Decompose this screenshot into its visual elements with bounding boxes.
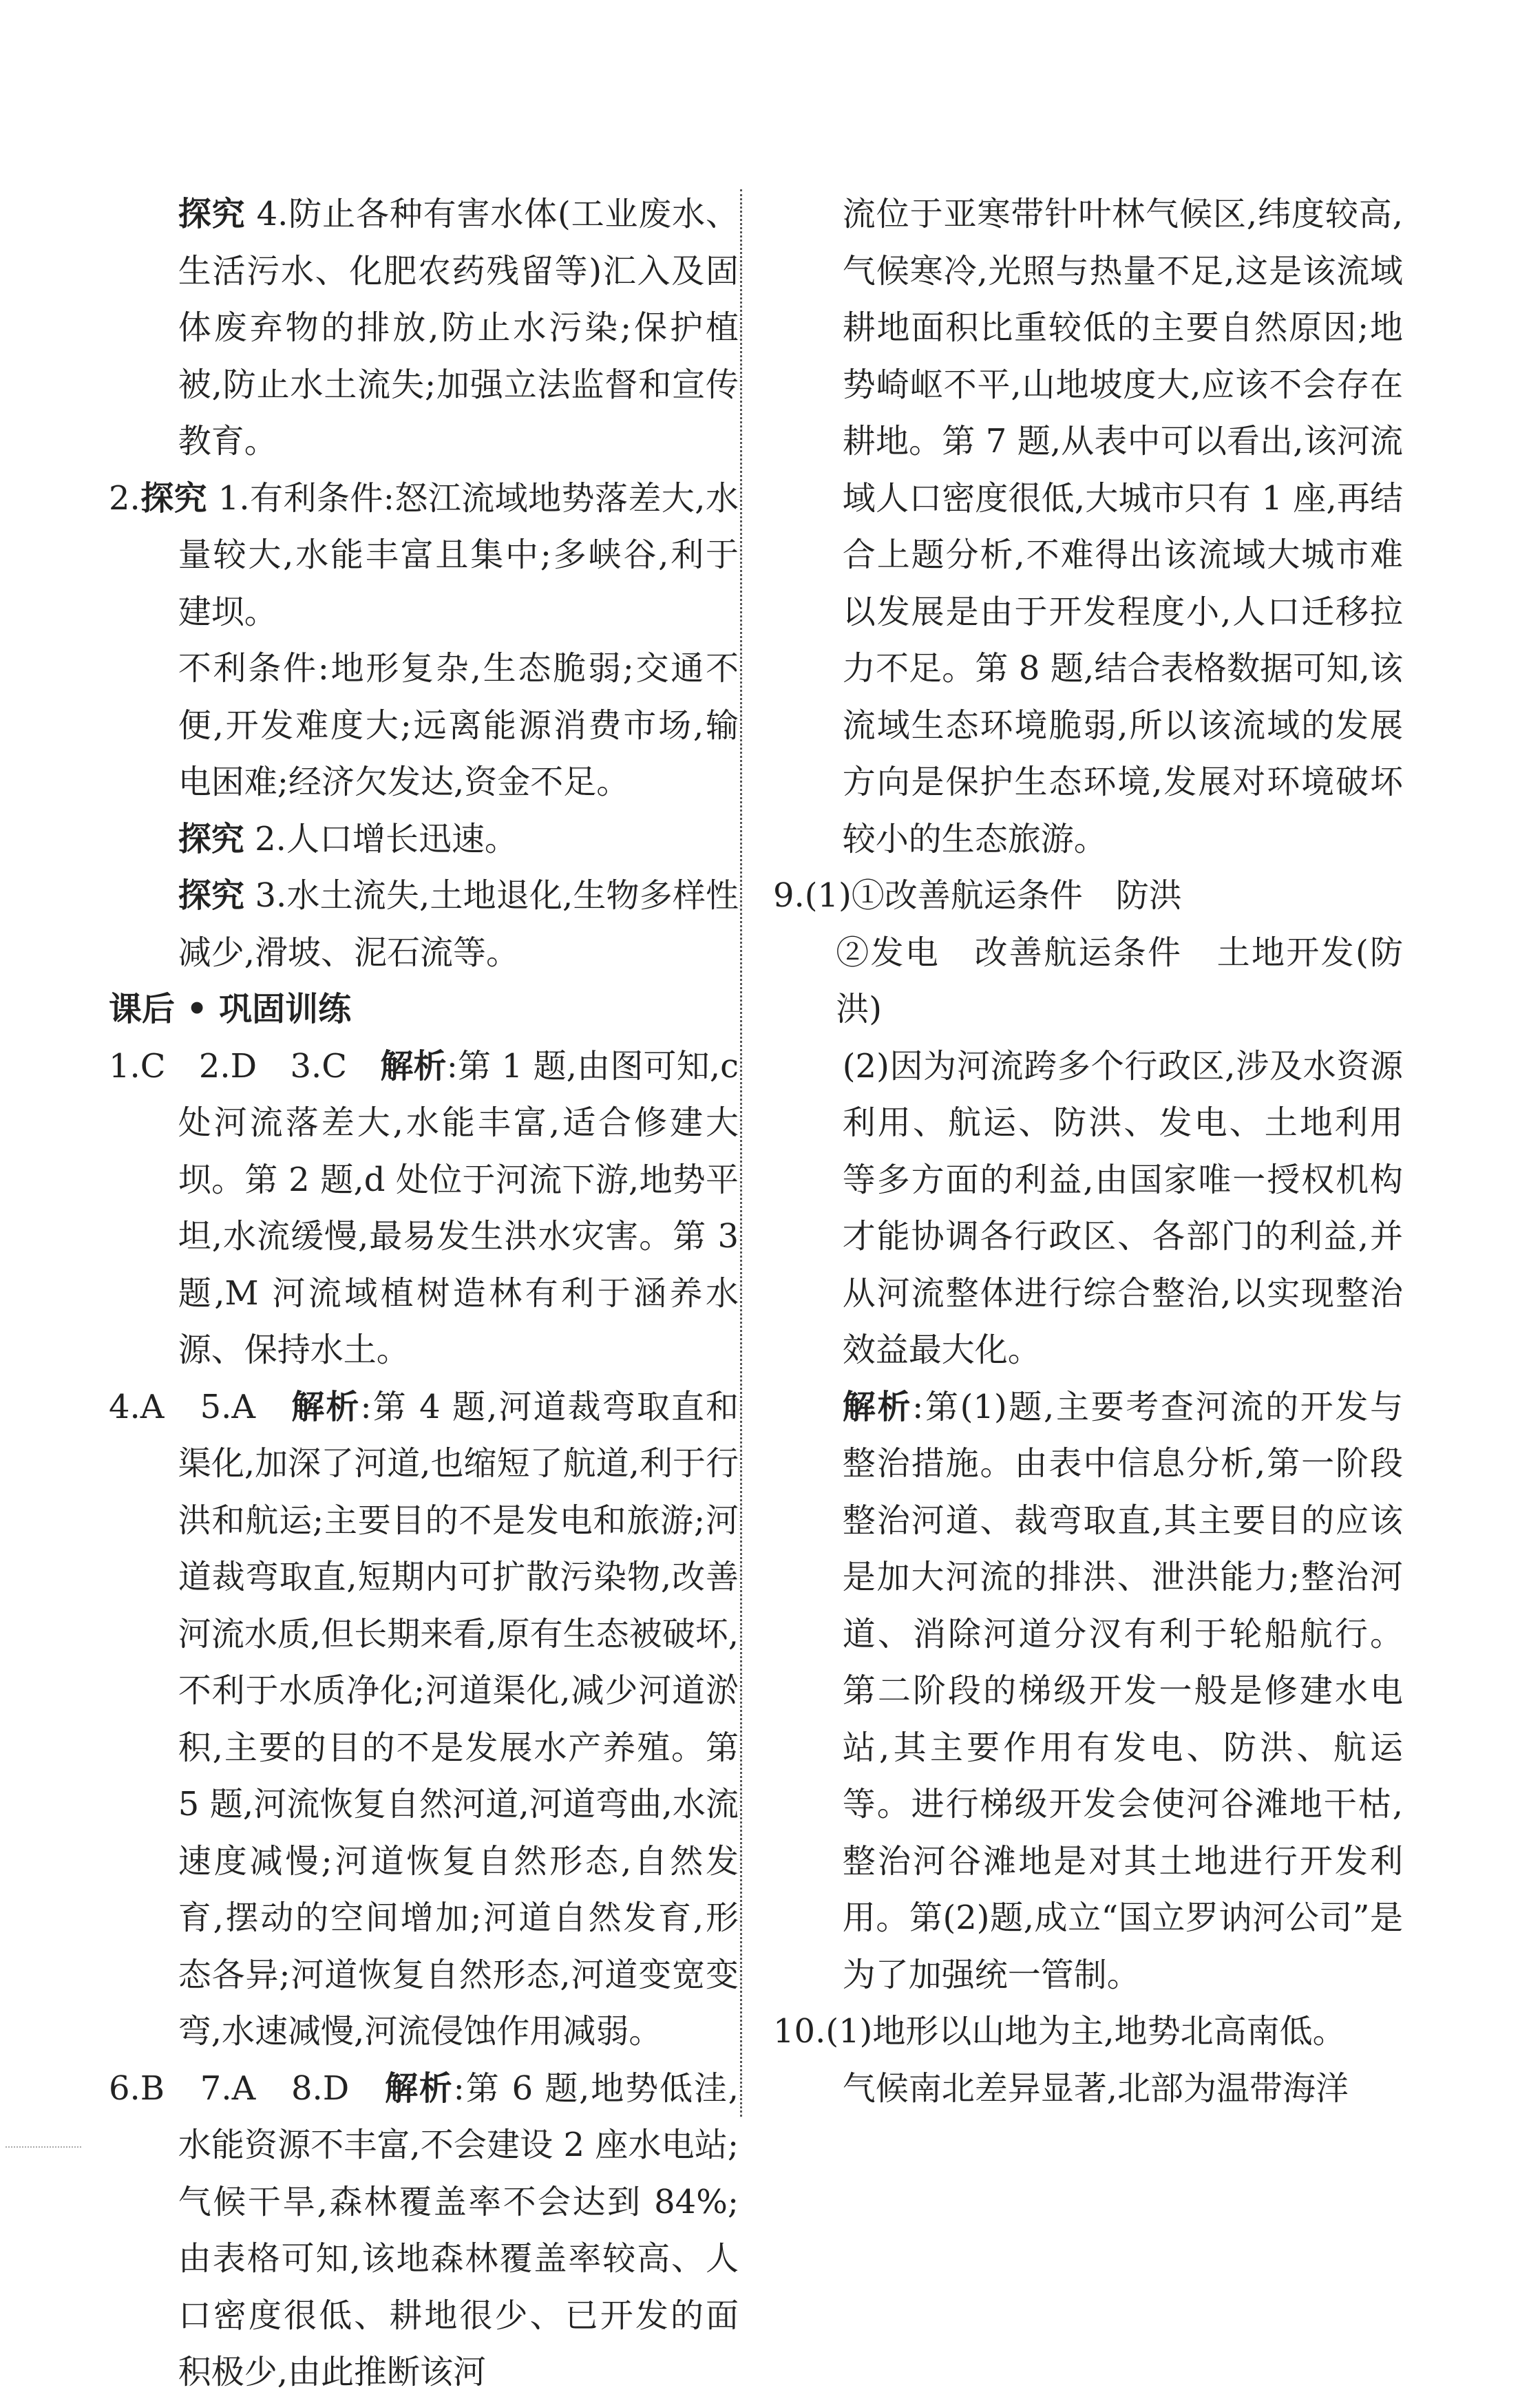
explore-4-paragraph [109, 186, 739, 470]
paragraph-text: 流位于亚寒带针叶林气候区,纬度较高,气候寒冷,光照与热量不足,这是该流域耕地面积比重较低的主要自然原因;地势崎岖不平,山地坡度大,应该不会存在耕地。第 7 题,从表中可以看出,该河流域人口密度很低,大城市只有 1 座,再结合上题分析,不难得出该流域大城市难以发展是由于开发程度小,人口迁移拉力不足。第 8 题,结合表格数据可知,该流域生态环境脆弱,所以该流域的发展方向是保护生态环境,发展对环境破坏较小的生态旅游。 [842, 195, 1403, 858]
paragraph-text: 3.水土流失,土地退化,生物多样性减少,滑坡、泥石流等。 [178, 876, 739, 972]
left-column [109, 186, 739, 2401]
explore-3-paragraph [109, 867, 739, 981]
paragraph-text: 2.人口增长迅速。 [244, 819, 518, 858]
unfavorable-conditions-paragraph [109, 640, 739, 811]
answer-line: 9.(1)①改善航运条件 防洪 [773, 876, 1182, 915]
paragraph-text: 不利条件:地形复杂,生态脆弱;交通不便,开发难度大;远离能源消费市场,输电困难;经济欠发达,资金不足。 [178, 649, 739, 801]
explore-label: 探究 [178, 819, 244, 858]
section-title: 课后 • 巩固训练 [109, 990, 352, 1028]
answer-6-8-paragraph [109, 2060, 739, 2401]
explore-label: 探究 [178, 195, 246, 233]
analysis-label: 解析 [291, 1387, 361, 1426]
paragraph-text: :第 6 题,地势低洼,水能资源不丰富,不会建设 2 座水电站;气候干旱,森林覆盖率不会达到 84%;由表格可知,该地森林覆盖率较高、人口密度很低、耕地很少、已开发的面积极少,由此推断该河 [178, 2069, 739, 2391]
analysis-label: 解析 [380, 1046, 447, 1086]
analysis-label: 解析 [384, 2069, 454, 2108]
answer-1-3-paragraph [109, 1038, 739, 1379]
answer-10-paragraph [773, 2003, 1403, 2117]
paragraph-text: (2)因为河流跨多个行政区,涉及水资源利用、航运、防洪、发电、土地利用等多方面的利益,由国家唯一授权机构才能协调各行政区、各部门的利益,并从河流整体进行综合整治,以实现整治效益最大化。 [842, 1046, 1403, 1369]
answer-9-1-paragraph [773, 867, 1403, 1038]
explore-label: 探究 [178, 876, 245, 915]
paragraph-text: 1.有利条件:怒江流域地势落差大,水量较大,水能丰富且集中;多峡谷,利于建坝。 [178, 478, 739, 631]
paragraph-text: :第(1)题,主要考查河流的开发与整治措施。由表中信息分析,第一阶段整治河道、裁弯取直,其主要目的应该是加大河流的排洪、泄洪能力;整治河道、消除河道分汊有利于轮船航行。第二阶段的梯级开发一般是修建水电站,其主要作用有发电、防洪、航运等。进行梯级开发会使河谷滩地干枯,整治河谷滩地是对其土地进行开发利用。第(2)题,成立“国立罗讷河公司”是为了加强统一管制。 [842, 1387, 1403, 1994]
paragraph-text: :第 4 题,河道裁弯取直和渠化,加深了河道,也缩短了航道,利于行洪和航运;主要目的不是发电和旅游;河道裁弯取直,短期内可扩散污染物,改善河流水质,但长期来看,原有生态被破坏,不利于水质净化;河道渠化,减少河道淤积,主要的目的不是发展水产养殖。第 5 题,河流恢复自然河道,河道弯曲,水流速度减慢;河道恢复自然形态,自然发育,摆动的空间增加;河道自然发育,形态各异;河道恢复自然形态,河道变宽变弯,水速减慢,河流侵蚀作用减弱。 [178, 1387, 739, 2051]
paragraph-text: :第 1 题,由图可知,c 处河流落差大,水能丰富,适合修建大坝。第 2 题,d 处位于河流下游,地势平坦,水流缓慢,最易发生洪水灾害。第 3 题,M 河流域植树造林有利于涵养水源、保持水土。 [178, 1046, 739, 1369]
answer-9-analysis-paragraph [773, 1379, 1403, 2004]
explore-label: 探究 [140, 478, 208, 518]
answer-line: ②发电 改善航运条件 土地开发(防洪) [836, 933, 1403, 1028]
item-number: 2. [109, 478, 140, 518]
answer-keys: 6.B 7.A 8.D [109, 2069, 385, 2108]
answer-keys: 1.C 2.D 3.C [109, 1046, 381, 1086]
item-2-paragraph [109, 470, 739, 641]
answer-line: 气候南北差异显著,北部为温带海洋 [842, 2069, 1349, 2108]
analysis-label: 解析 [842, 1387, 913, 1426]
answer-line: 10.(1)地形以山地为主,地势北高南低。 [773, 2012, 1346, 2051]
footer-dotted-mark [6, 2146, 81, 2148]
column-divider [740, 189, 742, 2117]
answer-keys: 4.A 5.A [109, 1387, 292, 1426]
explore-2-paragraph [109, 811, 739, 868]
answer-4-5-paragraph [109, 1379, 739, 2060]
right-column [773, 186, 1403, 2117]
answer-9-2-paragraph [773, 1038, 1403, 1379]
paragraph-text: 4.防止各种有害水体(工业废水、生活污水、化肥农药残留等)汇入及固体废弃物的排放,防止水污染;保护植被,防止水土流失;加强立法监督和宣传教育。 [178, 195, 739, 461]
continued-analysis-paragraph [773, 186, 1403, 867]
